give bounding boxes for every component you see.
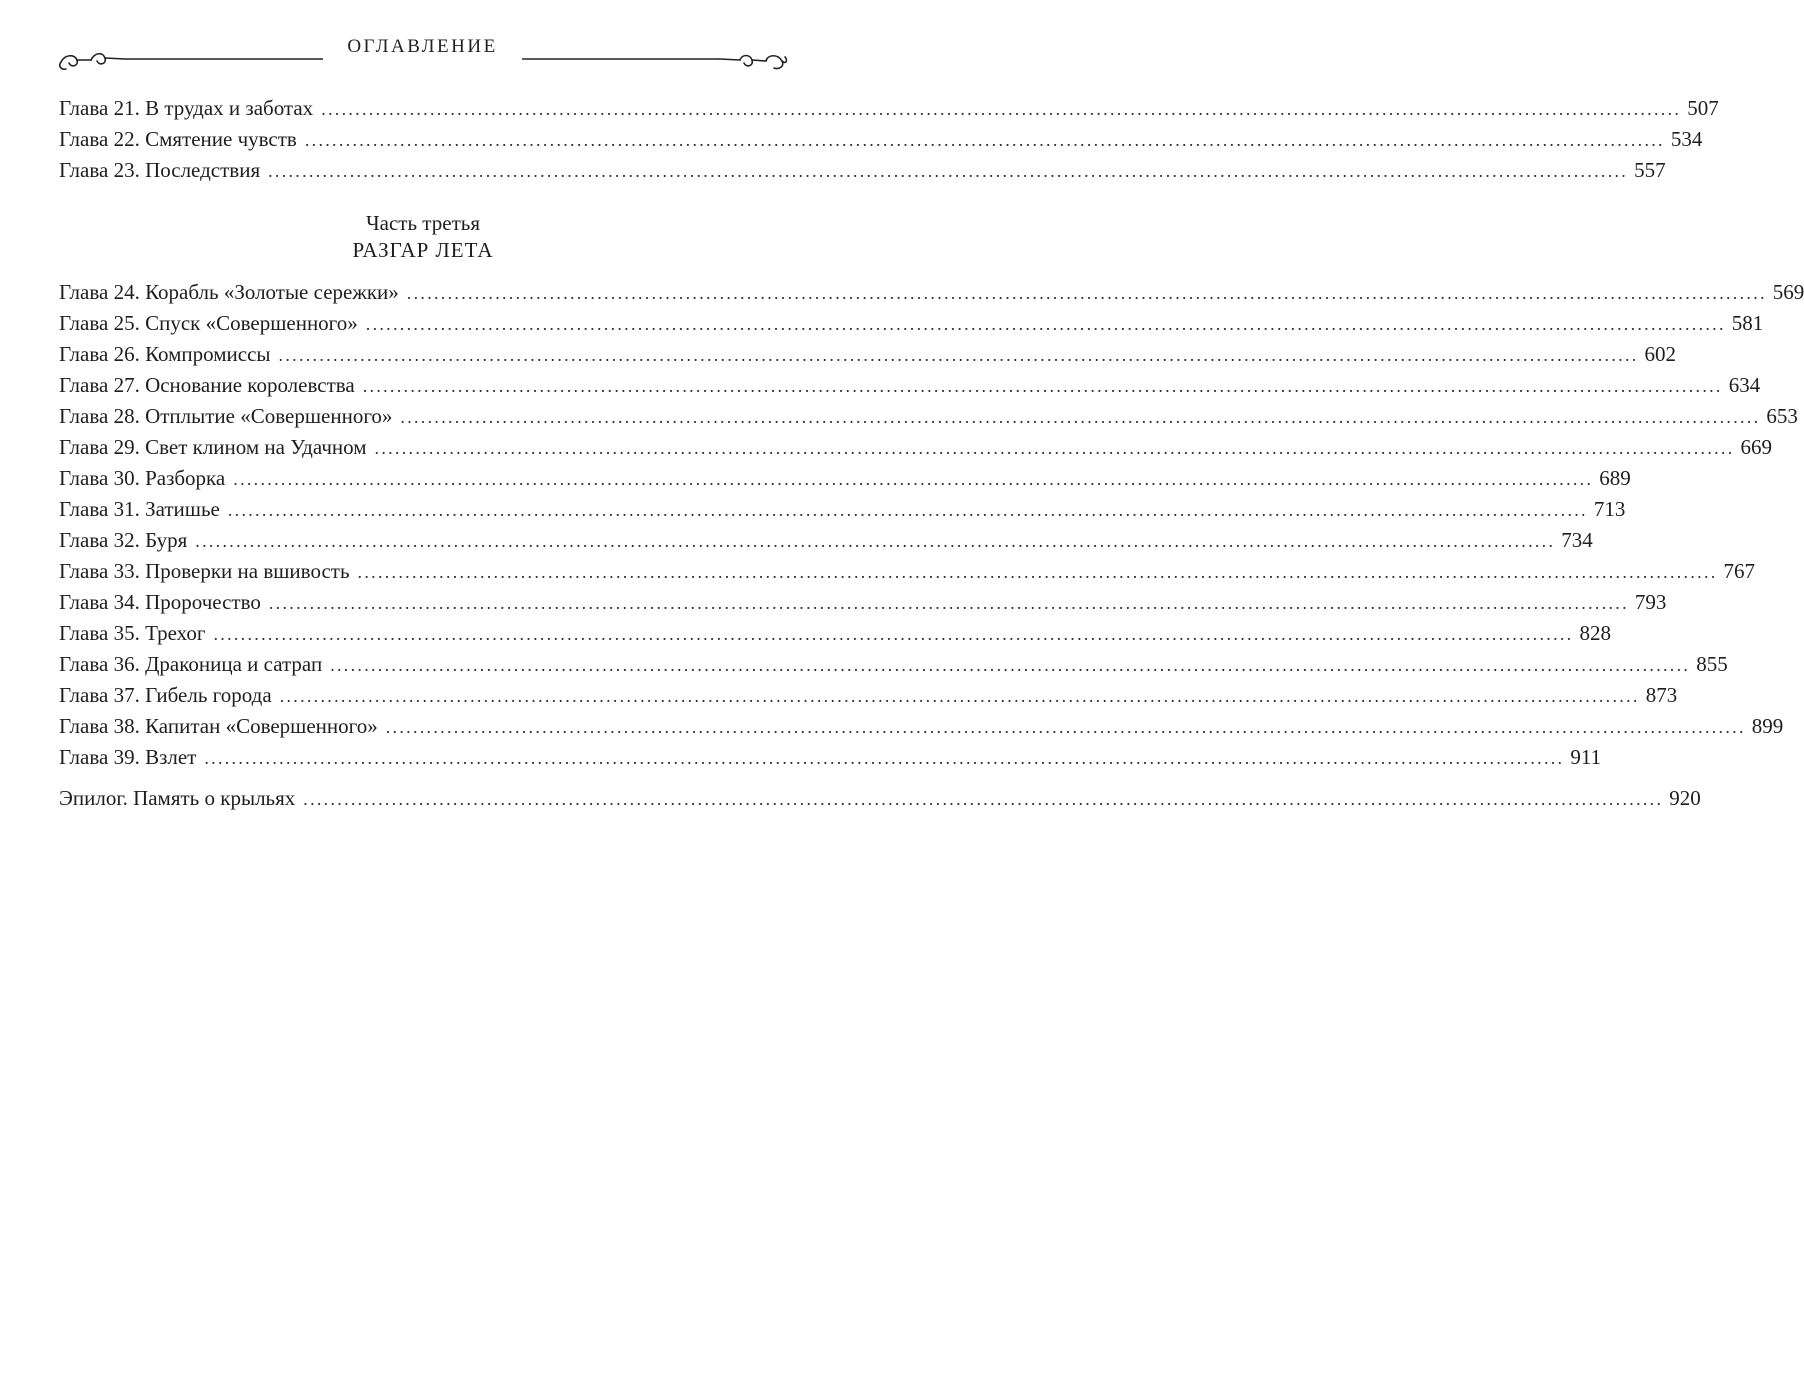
toc-leader-dots: ........................................................................................................................................................................................................: [233, 469, 1594, 489]
toc-entry-page: 767: [1723, 559, 1756, 583]
toc-entry-page: 828: [1579, 621, 1611, 645]
toc-entry: [59, 618, 1611, 649]
part-heading: [59, 210, 787, 264]
toc-entry-page: 634: [1728, 373, 1761, 397]
toc-leader-dots: ........................................................................................................................................................................................................: [374, 438, 1735, 458]
toc-entry-page: 873: [1645, 683, 1678, 707]
toc-entry-title: Глава 31. Затишье: [59, 497, 220, 521]
toc-leader-dots: ........................................................................................................................................................................................................: [357, 562, 1718, 582]
toc-entry-title: Глава 22. Смятение чувств: [59, 127, 297, 151]
toc-leader-dots: ........................................................................................................................................................................................................: [268, 593, 1629, 613]
toc-entry: [59, 463, 1631, 494]
toc-entry: [59, 649, 1728, 680]
toc-entry: [59, 432, 1773, 463]
toc-entry-page: 734: [1561, 528, 1593, 552]
toc-entry-page: 855: [1696, 652, 1728, 676]
toc-entry: [59, 339, 1677, 370]
toc-leader-dots: ........................................................................................................................................................................................................: [362, 376, 1723, 396]
running-header: [55, 30, 790, 80]
part-name: РАЗГАР ЛЕТА: [352, 238, 494, 262]
toc-entry-title: Глава 21. В трудах и заботах: [59, 96, 314, 120]
toc-entry-page: 911: [1570, 745, 1602, 769]
toc-entry-title: Глава 36. Драконица и сатрап: [59, 652, 323, 676]
toc-entry-title: Глава 26. Компромиссы: [59, 342, 271, 366]
header-title: ОГЛАВЛЕНИЕ: [347, 36, 498, 57]
toc-entry-page: 581: [1731, 311, 1764, 335]
toc-leader-dots: ........................................................................................................................................................................................................: [213, 624, 1574, 644]
toc-entry-title: Эпилог. Память о крыльях: [59, 786, 296, 810]
toc-entry: [59, 124, 1703, 155]
toc-entry: [59, 556, 1756, 587]
toc-entry: [59, 587, 1667, 618]
toc-entry-title: Глава 38. Капитан «Совершенного»: [59, 714, 378, 738]
toc-leader-dots: ........................................................................................................................................................................................................: [406, 283, 1767, 303]
toc-entry: [59, 494, 1626, 525]
toc-entry-page: 793: [1634, 590, 1667, 614]
toc-epilogue: [59, 783, 1701, 814]
toc-leader-dots: ........................................................................................................................................................................................................: [304, 130, 1665, 150]
toc-entry-title: Глава 32. Буря: [59, 528, 188, 552]
toc-leader-dots: ........................................................................................................................................................................................................: [400, 407, 1761, 427]
toc-leader-dots: ........................................................................................................................................................................................................: [365, 314, 1726, 334]
toc-entry-page: 507: [1687, 96, 1719, 120]
toc-entry-title: Глава 27. Основание королевства: [59, 373, 355, 397]
toc-entry-page: 569: [1772, 280, 1804, 304]
toc-entry: [59, 93, 1719, 124]
toc-entry-title: Глава 28. Отплытие «Совершенного»: [59, 404, 393, 428]
toc-entry-title: Глава 23. Последствия: [59, 158, 261, 182]
toc-entry-title: Глава 39. Взлет: [59, 745, 197, 769]
toc-entry-page: 920: [1669, 786, 1701, 810]
toc-entry-title: Глава 29. Свет клином на Удачном: [59, 435, 367, 459]
toc-entry-page: 689: [1599, 466, 1631, 490]
part-label: Часть третья: [366, 211, 480, 235]
toc-entry-page: 713: [1593, 497, 1626, 521]
toc-leader-dots: ........................................................................................................................................................................................................: [204, 748, 1565, 768]
toc-section-2: [59, 277, 1804, 773]
toc-leader-dots: ........................................................................................................................................................................................................: [321, 99, 1682, 119]
toc-entry-page: 602: [1644, 342, 1677, 366]
toc-entry: [59, 525, 1593, 556]
toc-leader-dots: ........................................................................................................................................................................................................: [227, 500, 1588, 520]
toc-entry: [59, 401, 1798, 432]
toc-leader-dots: ........................................................................................................................................................................................................: [279, 686, 1640, 706]
toc-entry: [59, 308, 1764, 339]
toc-leader-dots: ........................................................................................................................................................................................................: [195, 531, 1556, 551]
toc-entry-title: Глава 34. Пророчество: [59, 590, 261, 614]
toc-entry-page: 557: [1634, 158, 1666, 182]
toc-entry: [59, 155, 1666, 186]
toc-entry-title: Глава 33. Проверки на вшивость: [59, 559, 350, 583]
toc-leader-dots: ........................................................................................................................................................................................................: [268, 161, 1629, 181]
toc-entry-title: Глава 37. Гибель города: [59, 683, 272, 707]
toc-leader-dots: ........................................................................................................................................................................................................: [278, 345, 1639, 365]
toc-entry-title: Глава 24. Корабль «Золотые сережки»: [59, 280, 399, 304]
toc-leader-dots: ........................................................................................................................................................................................................: [330, 655, 1691, 675]
toc-entry: [59, 711, 1784, 742]
toc-entry-title: Глава 30. Разборка: [59, 466, 226, 490]
toc-entry: [59, 370, 1761, 401]
toc-entry: [59, 783, 1701, 814]
toc-entry: [59, 680, 1678, 711]
toc-entry-page: 653: [1766, 404, 1798, 428]
toc-entry-title: Глава 35. Трехог: [59, 621, 206, 645]
toc-entry-page: 534: [1670, 127, 1703, 151]
toc-entry-page: 669: [1740, 435, 1773, 459]
toc-entry-page: 899: [1751, 714, 1784, 738]
toc-entry: [59, 277, 1804, 308]
toc-leader-dots: ........................................................................................................................................................................................................: [303, 789, 1664, 809]
toc-leader-dots: ........................................................................................................................................................................................................: [385, 717, 1746, 737]
toc-entry-title: Глава 25. Спуск «Совершенного»: [59, 311, 358, 335]
toc-entry: [59, 742, 1602, 773]
toc-section-1: [59, 93, 1719, 186]
